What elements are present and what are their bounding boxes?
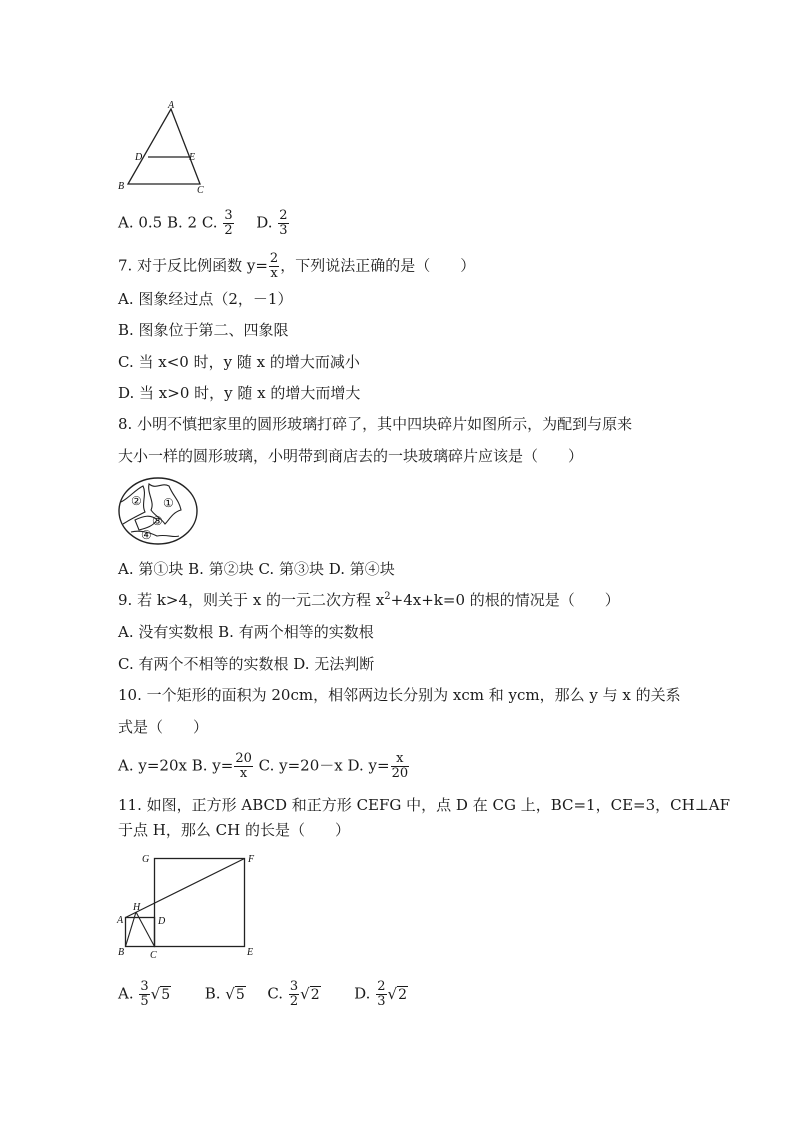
q6-options [118, 209, 290, 238]
piece-1-label: ① [163, 496, 174, 510]
label-g: G [142, 854, 150, 865]
triangle-figure [115, 100, 215, 195]
label-c: C [150, 950, 157, 961]
q9-stem-post: +4x+k=0 的根的情况是（ ） [390, 591, 620, 609]
q10-line-1: 10. 一个矩形的面积为 20cm，相邻两边长分别为 xcm 和 ycm，那么 y 与 x 的关系 [118, 686, 681, 704]
label-e: E [189, 152, 196, 163]
q6-c-fraction: $\frac{3}{2}$ [224, 208, 233, 238]
q6-d-fraction: $\frac{2}{3}$ [279, 208, 288, 238]
label-h: H [133, 902, 141, 913]
q7-option-c: C. 当 x<0 时，y 随 x 的增大而减小 [118, 353, 360, 371]
q10-options-ab: A. y=20x B. y= [118, 756, 234, 775]
label-f: F [248, 854, 255, 865]
q11-a-radical: √5 [150, 984, 171, 1003]
label-a: A [117, 915, 124, 926]
label-d: D [135, 152, 143, 163]
q11-c-label: C. [267, 984, 284, 1003]
q9-stem [118, 590, 620, 610]
label-b: B [118, 181, 125, 192]
q11-line-1: 11. 如图，正方形 ABCD 和正方形 CEFG 中，点 D 在 CG 上，BC=1，CE=3，CH⊥AF [118, 796, 731, 814]
broken-glass-figure [117, 476, 201, 546]
label-d: D [158, 916, 166, 927]
label-e: E [247, 947, 254, 958]
label-b: B [118, 947, 125, 958]
q11-d-radical: √2 [387, 984, 407, 1003]
q10-options-cd: C. y=20－x D. y= [253, 756, 390, 775]
q11-a-fraction: $\frac{3}{5}$ [140, 979, 149, 1009]
piece-2-label: ② [131, 494, 142, 508]
q7-stem-post: ，下列说法正确的是（ ） [280, 256, 476, 275]
q7-option-a: A. 图象经过点（2，－1） [118, 290, 293, 308]
q7-option-d: D. 当 x>0 时，y 随 x 的增大而增大 [118, 384, 361, 402]
q9-options-ab: A. 没有实数根 B. 有两个相等的实数根 [118, 623, 374, 641]
q9-exponent: 2 [384, 591, 391, 602]
q10-d-fraction: $\frac{x}{20}$ [391, 751, 409, 781]
q11-options [118, 980, 408, 1009]
q11-b-radical: √5 [225, 984, 245, 1003]
q11-c-radical: √2 [300, 984, 320, 1003]
q11-b-label: B. [204, 984, 221, 1003]
piece-4-label: ④ [141, 528, 152, 542]
q11-line-2: 于点 H，那么 CH 的长是（ ） [118, 821, 350, 839]
q11-c-fraction: $\frac{3}{2}$ [289, 979, 299, 1009]
q8-options: A. 第①块 B. 第②块 C. 第③块 D. 第④块 [118, 560, 395, 578]
q11-a-label: A. [118, 984, 134, 1003]
q8-line-2: 大小一样的圆形玻璃，小明带到商店去的一块玻璃碎片应该是（ ） [118, 447, 584, 465]
q8-line-1: 8. 小明不慎把家里的圆形玻璃打碎了，其中四块碎片如图所示，为配到与原来 [118, 415, 633, 433]
q9-options-cd: C. 有两个不相等的实数根 D. 无法判断 [118, 655, 375, 673]
q6-options-prefix: A. 0.5 B. 2 C. [118, 213, 218, 232]
q7-stem-pre: 7. 对于反比例函数 y= [118, 256, 268, 275]
q7-fraction: $\frac{2}{x}$ [269, 251, 279, 281]
q10-b-fraction: $\frac{20}{x}$ [235, 751, 252, 781]
q10-options [118, 752, 410, 781]
label-c: C [197, 185, 204, 195]
label-a: A [168, 100, 175, 111]
q7-option-b: B. 图象位于第二、四象限 [118, 321, 289, 339]
q11-d-label: D. [354, 984, 371, 1003]
q6-d-label: D. [256, 213, 273, 232]
q10-line-2: 式是（ ） [118, 718, 209, 736]
piece-3-label: ③ [152, 514, 163, 528]
q9-stem-pre: 9. 若 k>4，则关于 x 的一元二次方程 x [118, 591, 385, 609]
q7-stem [118, 252, 475, 281]
q11-d-fraction: $\frac{2}{3}$ [377, 979, 386, 1009]
squares-figure [116, 848, 266, 963]
